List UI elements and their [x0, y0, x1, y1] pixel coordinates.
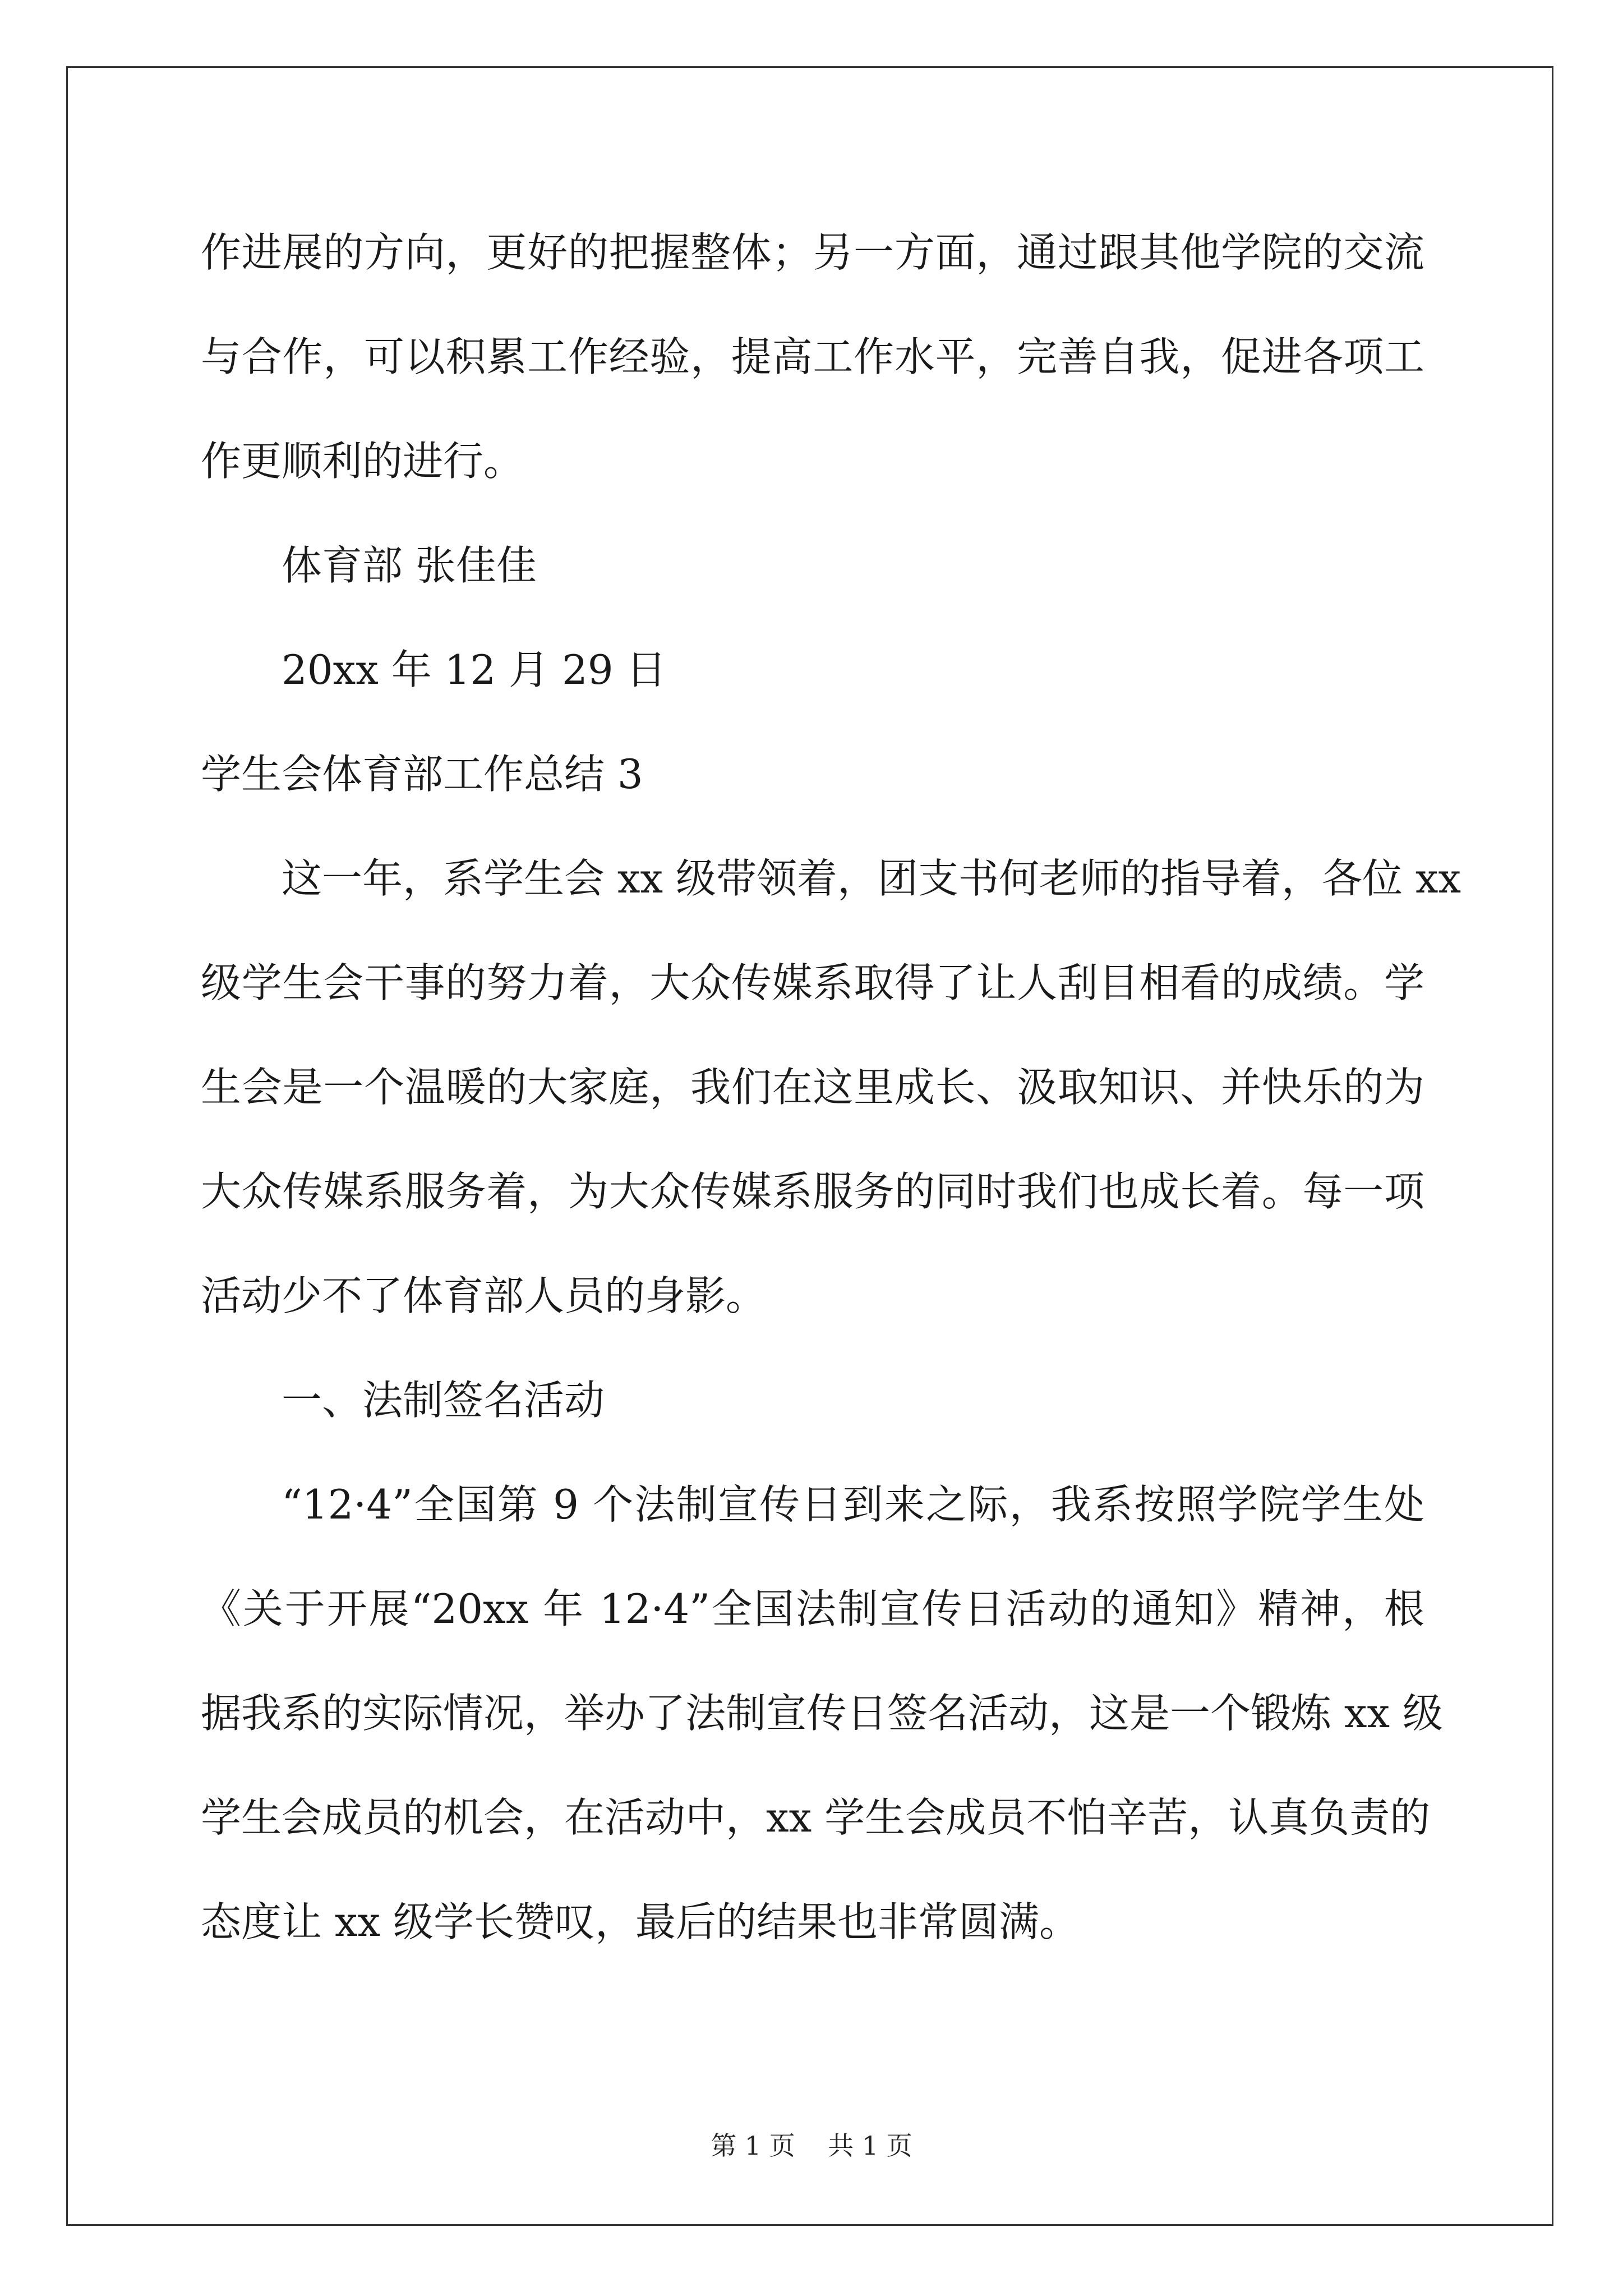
text-line	[201, 1780, 1431, 1884]
text-line-content: 这一年，系学生会 xx 级带领着，团支书何老师的指导着，各位 xx	[282, 855, 1461, 902]
text-line	[201, 1884, 1424, 1989]
text-line	[201, 1258, 1424, 1363]
text-line	[201, 1571, 1424, 1676]
text-line-content: “12·4”全国第 9 个法制宣传日到来之际，我系按照学院学生处	[282, 1481, 1424, 1528]
text-line-content: 一、法制签名活动	[282, 1377, 605, 1424]
page-number: 第 1 页	[711, 2131, 795, 2161]
text-line	[201, 737, 1424, 841]
text-line-content: 大众传媒系服务着，为大众传媒系服务的同时我们也成长着。每一项	[201, 1168, 1424, 1215]
text-line-content: 学生会体育部工作总结 3	[201, 751, 643, 798]
text-line-content: 级学生会干事的努力着，大众传媒系取得了让人刮目相看的成绩。学	[201, 959, 1424, 1006]
text-line	[201, 424, 1424, 528]
page-total: 共 1 页	[828, 2131, 912, 2161]
text-line-content: 体育部 张佳佳	[282, 542, 537, 589]
text-line-content: 生会是一个温暖的大家庭，我们在这里成长、汲取知识、并快乐的为	[201, 1064, 1424, 1111]
text-line-content: 《关于开展“20xx 年 12·4”全国法制宣传日活动的通知》精神，根	[201, 1585, 1424, 1632]
page-footer	[0, 2129, 1623, 2162]
text-line	[201, 528, 1424, 632]
text-line-content: 20xx 年 12 月 29 日	[282, 646, 667, 693]
text-line	[201, 1363, 1424, 1467]
text-line	[201, 1467, 1424, 1571]
text-line-content: 作进展的方向，更好的把握整体；另一方面，通过跟其他学院的交流	[201, 229, 1424, 276]
text-line	[201, 1676, 1443, 1780]
text-line-content: 学生会成员的机会，在活动中，xx 学生会成员不怕辛苦，认真负责的	[201, 1794, 1431, 1841]
text-line	[201, 1154, 1424, 1258]
text-line-content: 活动少不了体育部人员的身影。	[201, 1272, 767, 1319]
text-line	[201, 1050, 1424, 1154]
text-line-content: 作更顺利的进行。	[201, 438, 524, 485]
text-line	[201, 841, 1461, 945]
text-line-content: 态度让 xx 级学长赞叹，最后的结果也非常圆满。	[201, 1898, 1080, 1945]
text-line	[201, 632, 1424, 737]
text-line	[201, 319, 1424, 424]
text-line-content: 与合作，可以积累工作经验，提高工作水平，完善自我，促进各项工	[201, 333, 1424, 380]
document-body	[201, 215, 1461, 1989]
text-line	[201, 215, 1424, 319]
text-line	[201, 945, 1424, 1050]
text-line-content: 据我系的实际情况，举办了法制宣传日签名活动，这是一个锻炼 xx 级	[201, 1690, 1443, 1737]
